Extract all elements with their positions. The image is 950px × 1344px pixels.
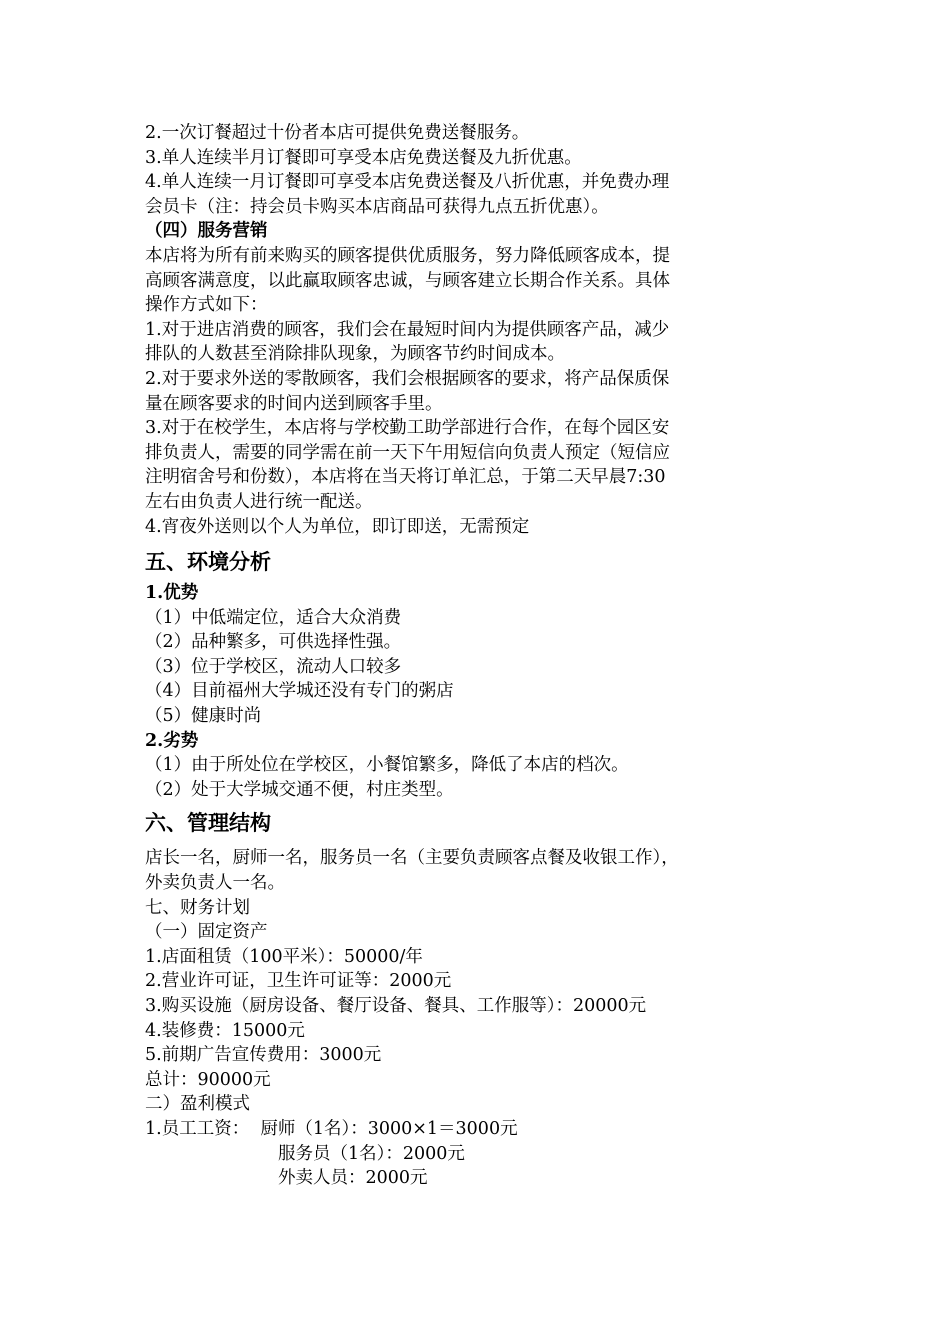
- text-line: 5.前期广告宣传费用：3000元: [145, 1045, 382, 1066]
- text-line: 七、财务计划: [145, 897, 250, 918]
- list-item: （2）品种繁多，可供选择性强。: [145, 632, 402, 653]
- section-heading: 五、环境分析: [145, 550, 271, 575]
- list-item: （2）处于大学城交通不便，村庄类型。: [145, 779, 454, 800]
- text-line: 3.对于在校学生，本店将与学校勤工助学部进行合作，在每个园区安: [145, 418, 670, 439]
- text-line: 总计：90000元: [145, 1069, 271, 1090]
- text-line: 排队的人数甚至消除排队现象，为顾客节约时间成本。: [145, 344, 565, 365]
- list-item: （5）健康时尚: [145, 706, 262, 727]
- subsection-heading: 1.优势: [145, 583, 199, 604]
- text-line: 4.装修费：15000元: [145, 1020, 305, 1041]
- text-line: 1.员工工资： 厨师（1名）：3000×1＝3000元: [145, 1118, 518, 1139]
- text-line: 外卖人员：2000元: [278, 1168, 428, 1189]
- section-heading: 六、管理结构: [145, 811, 271, 836]
- text-line: 服务员（1名）：2000元: [278, 1143, 465, 1164]
- text-line: 本店将为所有前来购买的顾客提供优质服务，努力降低顾客成本，提: [145, 245, 670, 266]
- text-line: 二）盈利模式: [145, 1094, 250, 1115]
- text-line: 排负责人，需要的同学需在前一天下午用短信向负责人预定（短信应: [145, 442, 670, 463]
- list-item: （3）位于学校区，流动人口较多: [145, 656, 402, 677]
- text-line: 高顾客满意度，以此赢取顾客忠诚，与顾客建立长期合作关系。具体: [145, 270, 670, 291]
- text-line: 3.购买设施（厨房设备、餐厅设备、餐具、工作服等）：20000元: [145, 996, 647, 1016]
- text-line: 操作方式如下：: [145, 295, 268, 316]
- text-line: 注明宿舍号和份数），本店将在当天将订单汇总，于第二天早晨7:30: [145, 467, 666, 488]
- text-line: 量在顾客要求的时间内送到顾客手里。: [145, 393, 443, 414]
- text-line: 3.单人连续半月订餐即可享受本店免费送餐及九折优惠。: [145, 147, 582, 168]
- subsection-heading: （四）服务营销: [145, 221, 268, 242]
- text-line: 4.宵夜外送则以个人为单位，即订即送，无需预定: [145, 516, 530, 537]
- text-line: 2.对于要求外送的零散顾客，我们会根据顾客的要求，将产品保质保: [145, 368, 670, 389]
- text-line: 2.一次订餐超过十份者本店可提供免费送餐服务。: [145, 123, 530, 143]
- text-line: 左右由负责人进行统一配送。: [145, 491, 373, 512]
- document-page: [145, 121, 815, 1191]
- text-line: 2.营业许可证，卫生许可证等：2000元: [145, 971, 452, 992]
- text-line: 1.店面租赁（100平米）：50000/年: [145, 946, 423, 967]
- text-line: 店长一名，厨师一名，服务员一名（主要负责顾客点餐及收银工作），: [145, 848, 679, 869]
- list-item: （1）由于所处位在学校区，小餐馆繁多，降低了本店的档次。: [145, 755, 629, 776]
- subsection-heading: 2.劣势: [145, 730, 199, 751]
- list-item: （4）目前福州大学城还没有专门的粥店: [145, 681, 454, 702]
- text-line: 外卖负责人一名。: [145, 873, 285, 894]
- text-line: 1.对于进店消费的顾客，我们会在最短时间内为提供顾客产品，减少: [145, 319, 670, 340]
- text-line: 会员卡（注：持会员卡购买本店商品可获得九点五折优惠）。: [145, 196, 609, 217]
- text-line: 4.单人连续一月订餐即可享受本店免费送餐及八折优惠，并免费办理: [145, 172, 670, 193]
- list-item: （1）中低端定位，适合大众消费: [145, 607, 402, 628]
- text-line: （一）固定资产: [145, 922, 268, 943]
